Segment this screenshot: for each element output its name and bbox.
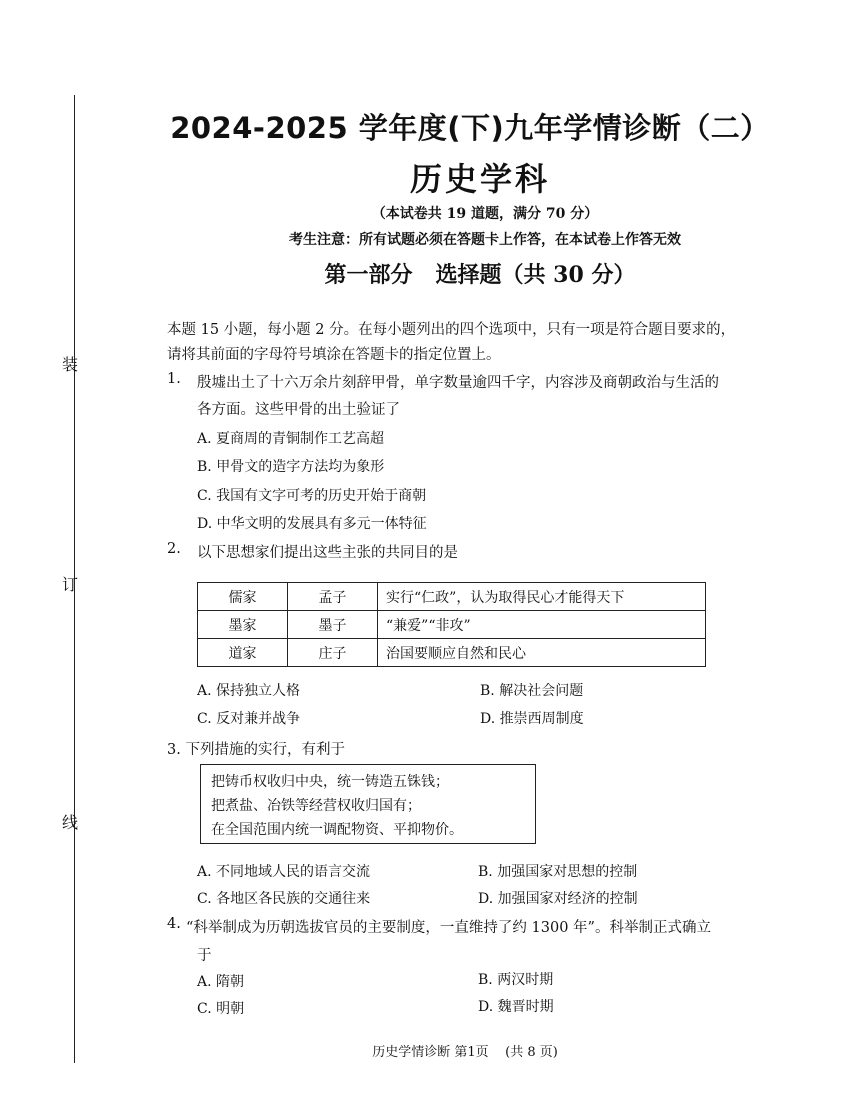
- q2-number: 2.: [167, 541, 181, 557]
- table-cell: 孟子: [288, 583, 378, 611]
- q1-option-c: C. 我国有文字可考的历史开始于商朝: [197, 488, 427, 504]
- table-cell: 墨子: [288, 611, 378, 639]
- q4-option-b: B. 两汉时期: [478, 972, 554, 988]
- q1-option-b: B. 甲骨文的造字方法均为象形: [197, 459, 385, 475]
- q3-option-b: B. 加强国家对思想的控制: [478, 864, 638, 880]
- table-cell: 墨家: [198, 611, 288, 639]
- exam-notice: 考生注意：所有试题必须在答题卡上作答，在本试卷上作答无效: [289, 232, 681, 248]
- table-cell: 治国要顺应自然和民心: [378, 639, 706, 667]
- q4-option-c: C. 明朝: [197, 1001, 245, 1017]
- page-footer: 历史学情诊断 第1页 (共 8 页): [372, 1045, 558, 1060]
- q1-option-d: D. 中华文明的发展具有多元一体特征: [197, 516, 427, 532]
- table-cell: 庄子: [288, 639, 378, 667]
- q3-measure-2: 把煮盐、冶铁等经营权收归国有；: [211, 798, 421, 814]
- q1-number: 1.: [167, 371, 181, 387]
- binding-char-xian: 线: [62, 813, 79, 832]
- table-row: [198, 639, 706, 667]
- q4-stem-line-2: 于: [197, 948, 212, 964]
- q3-option-d: D. 加强国家对经济的控制: [478, 891, 638, 907]
- q1-option-a: A. 夏商周的青铜制作工艺高超: [197, 431, 385, 447]
- q2-option-d: D. 推崇西周制度: [480, 711, 584, 727]
- table-cell: “兼爱”“非攻”: [378, 611, 706, 639]
- q2-option-b: B. 解决社会问题: [480, 683, 584, 699]
- q2-option-c: C. 反对兼并战争: [197, 711, 301, 727]
- binding-char-ding: 订: [62, 575, 79, 594]
- part-title: 第一部分 选择题（共 30 分）: [324, 262, 636, 288]
- q2-option-a: A. 保持独立人格: [197, 683, 301, 699]
- q2-table: [197, 582, 706, 667]
- q3-measures-box: [200, 764, 536, 844]
- q3-option-a: A. 不同地域人民的语言交流: [197, 864, 371, 880]
- table-row: [198, 583, 706, 611]
- table-cell: 实行“仁政”，认为取得民心才能得天下: [378, 583, 706, 611]
- q3-measure-3: 在全国范围内统一调配物资、平抑物价。: [211, 822, 463, 838]
- binding-char-zhuang: 装: [62, 355, 79, 374]
- table-row: [198, 611, 706, 639]
- table-cell: 儒家: [198, 583, 288, 611]
- q3-stem: 3. 下列措施的实行，有利于: [167, 742, 345, 758]
- table-cell: 道家: [198, 639, 288, 667]
- q4-number: 4.: [167, 916, 181, 932]
- q4-option-a: A. 隋朝: [197, 974, 245, 990]
- subject-title: 历史学科: [409, 160, 550, 198]
- q1-stem-line-2: 各方面。这些甲骨的出土验证了: [197, 402, 400, 418]
- exam-title: 2024-2025 学年度(下)九年学情诊断（二）: [170, 111, 770, 145]
- instructions-line-1: 本题 15 小题，每小题 2 分。在每小题列出的四个选项中，只有一项是符合题目要求的，: [167, 322, 736, 338]
- q3-option-c: C. 各地区各民族的交通往来: [197, 891, 371, 907]
- q3-measure-1: 把铸币权收归中央，统一铸造五铢钱；: [211, 774, 449, 790]
- q2-stem: 以下思想家们提出这些主张的共同目的是: [197, 545, 458, 561]
- q4-stem-line-1: “科举制成为历朝选拔官员的主要制度，一直维持了约 1300 年”。科举制正式确立: [186, 920, 711, 936]
- q4-option-d: D. 魏晋时期: [478, 999, 554, 1015]
- instructions-line-2: 请将其前面的字母符号填涂在答题卡的指定位置上。: [167, 347, 501, 363]
- exam-info: （本试卷共 19 道题，满分 70 分）: [371, 206, 599, 222]
- q1-stem-line-1: 殷墟出土了十六万余片刻辞甲骨，单字数量逾四千字，内容涉及商朝政治与生活的: [197, 375, 719, 391]
